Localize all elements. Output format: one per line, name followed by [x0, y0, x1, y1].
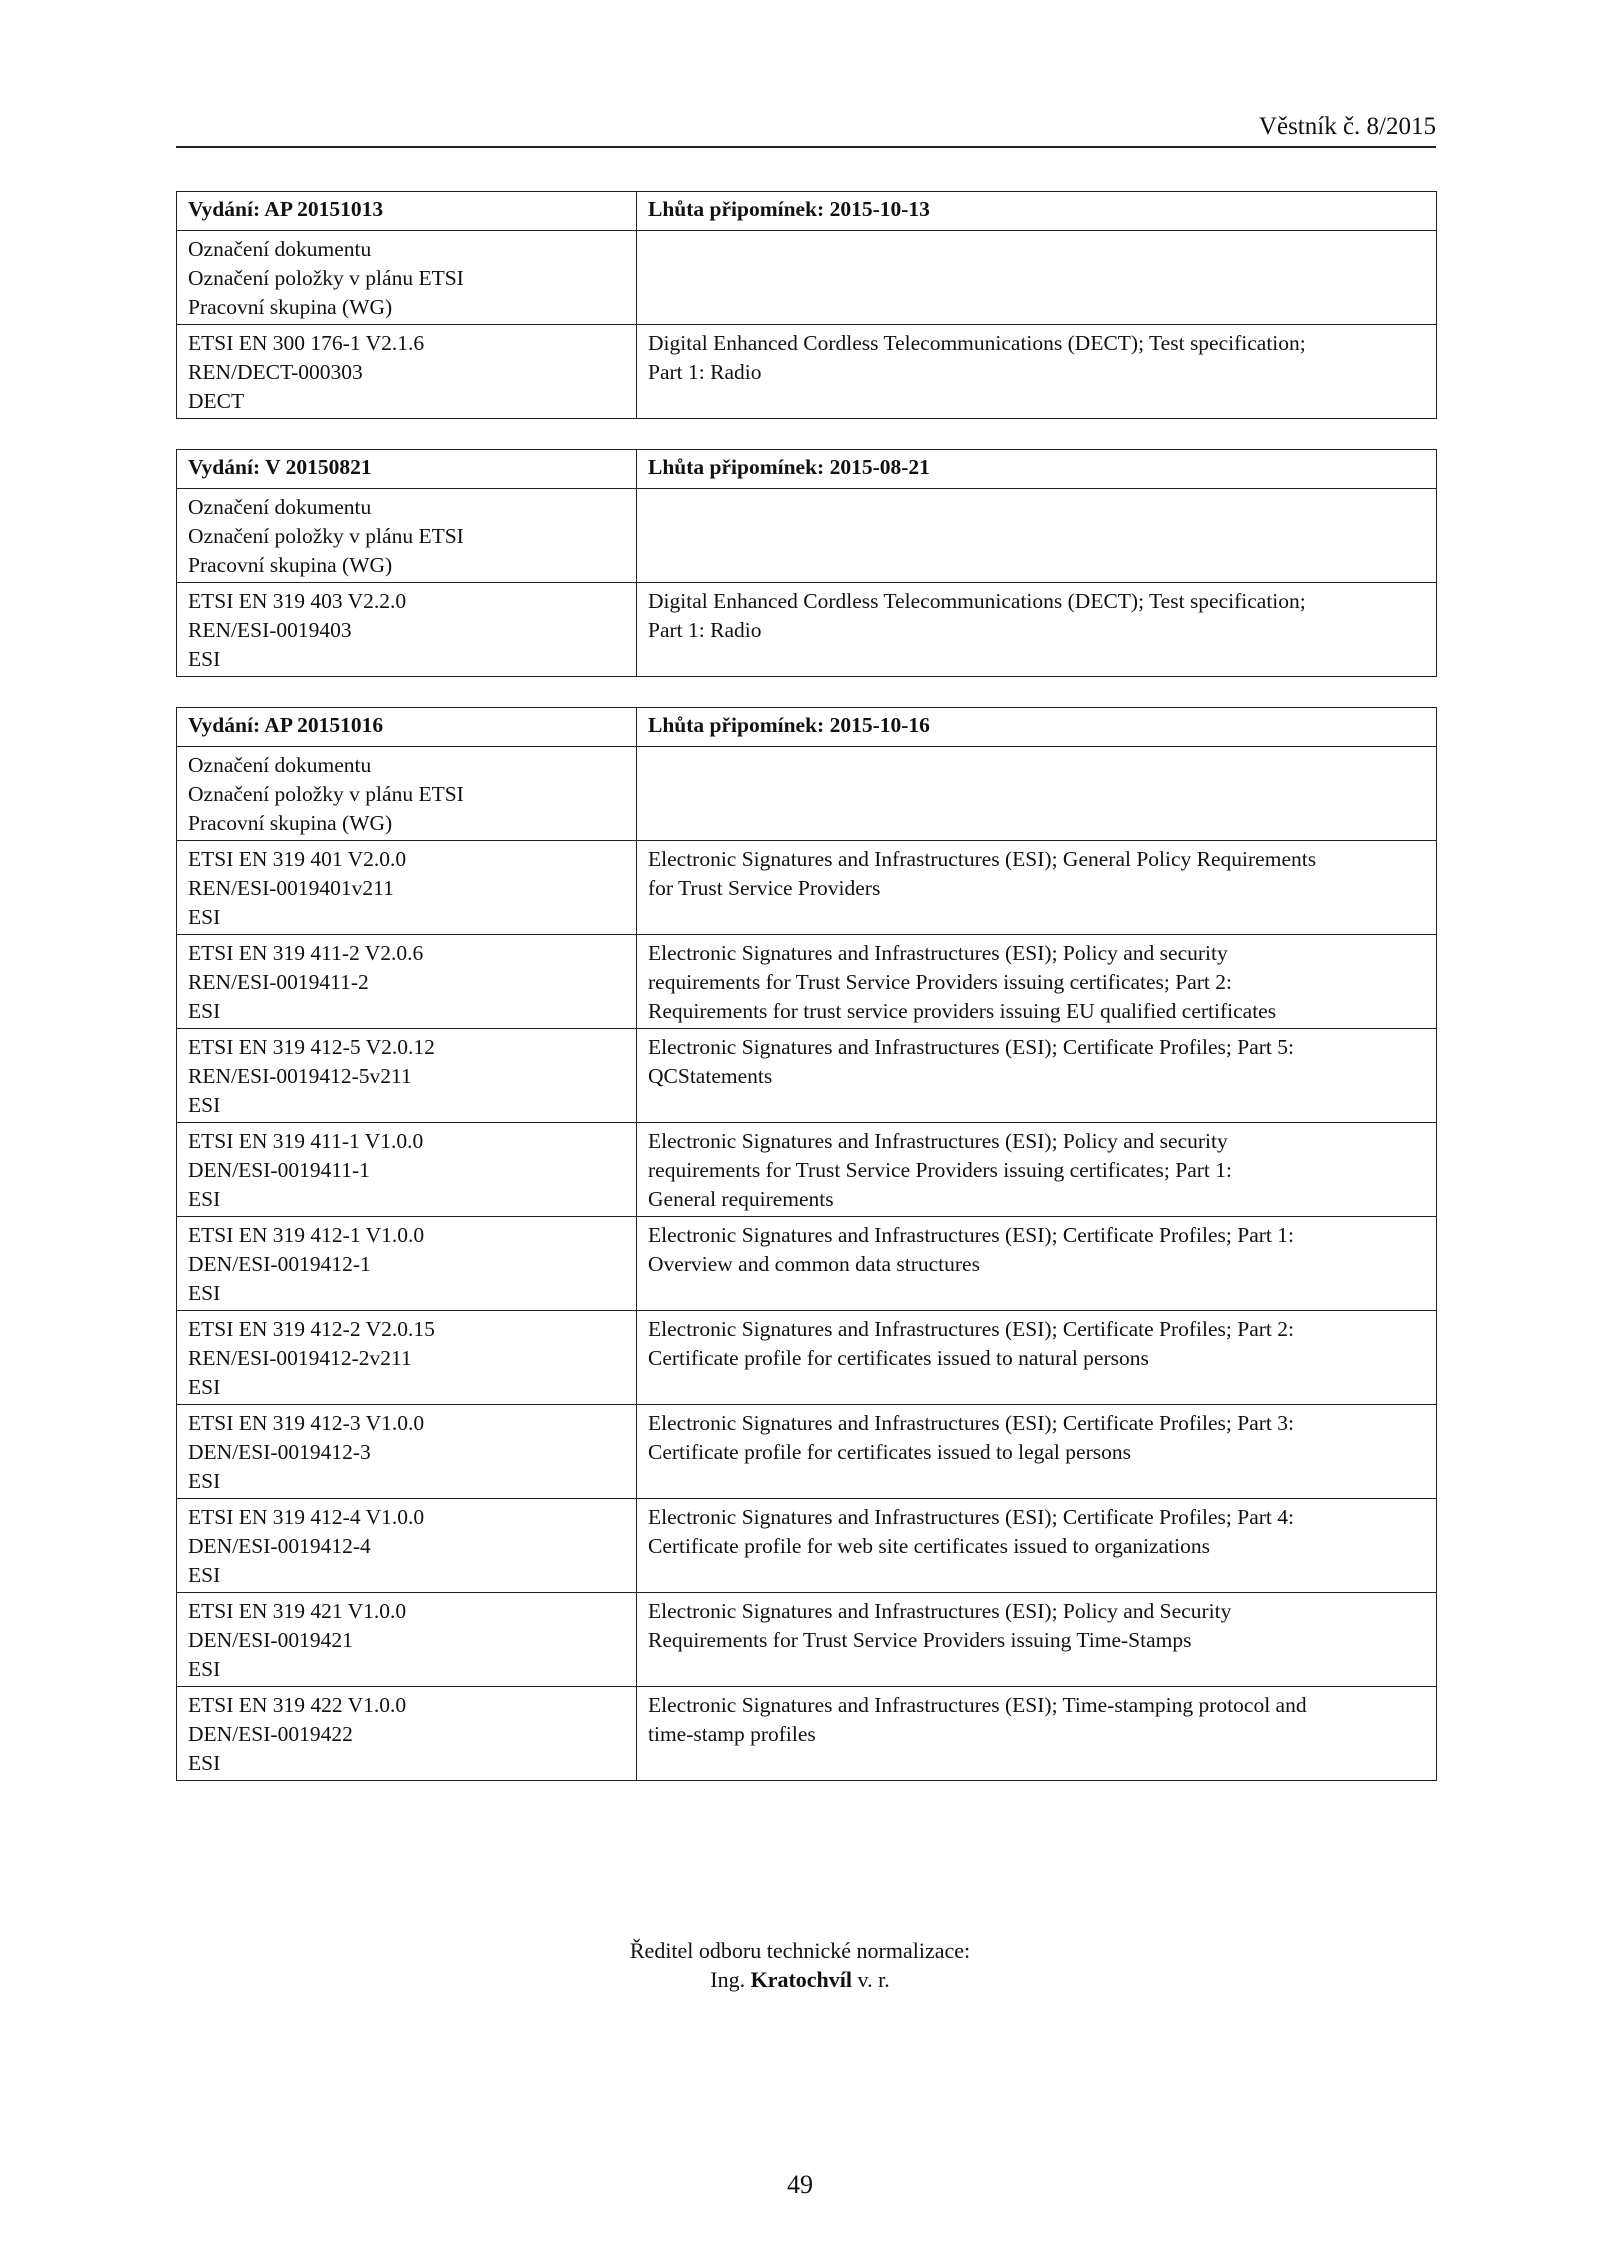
document-title — [637, 1687, 1437, 1781]
document-id-line: REN/ESI-0019412-5v211 — [188, 1064, 412, 1088]
document-id-line: ETSI EN 319 411-2 V2.0.6 — [188, 941, 424, 965]
document-title-line: Electronic Signatures and Infrastructures (ESI); Certificate Profiles; Part 1: — [648, 1223, 1294, 1247]
table-row — [177, 1311, 1437, 1405]
document-title — [637, 583, 1437, 677]
table-header-row — [177, 450, 1437, 489]
table-row — [177, 1593, 1437, 1687]
document-id-line: ESI — [188, 999, 221, 1023]
document-id-line: REN/ESI-0019401v211 — [188, 876, 394, 900]
document-id-line: DEN/ESI-0019412-1 — [188, 1252, 371, 1276]
table-row — [177, 935, 1437, 1029]
document-id-line: ETSI EN 300 176-1 V2.1.6 — [188, 331, 425, 355]
table-labels-row — [177, 231, 1437, 325]
document-ids — [177, 1687, 637, 1781]
document-title — [637, 935, 1437, 1029]
page-header — [176, 112, 1436, 148]
document-title-line: Electronic Signatures and Infrastructures (ESI); Certificate Profiles; Part 5: — [648, 1035, 1294, 1059]
issue-table — [176, 707, 1437, 1781]
field-labels — [177, 231, 637, 325]
document-id-line: REN/ESI-0019411-2 — [188, 970, 369, 994]
table-labels-row — [177, 489, 1437, 583]
document-title — [637, 1311, 1437, 1405]
signature-name-line — [0, 1965, 1600, 1994]
document-title — [637, 325, 1437, 419]
document-title — [637, 1029, 1437, 1123]
field-label: Označení položky v plánu ETSI — [188, 266, 464, 290]
field-label: Označení dokumentu — [188, 495, 372, 519]
document-title — [637, 1217, 1437, 1311]
issue-number: Vydání: V 20150821 — [177, 450, 637, 489]
field-label: Označení dokumentu — [188, 753, 372, 777]
document-title-line: Electronic Signatures and Infrastructures (ESI); Certificate Profiles; Part 3: — [648, 1411, 1294, 1435]
document-title-line: General requirements — [648, 1187, 834, 1211]
comment-deadline: Lhůta připomínek: 2015-08-21 — [637, 450, 1437, 489]
table-row — [177, 1405, 1437, 1499]
document-id-line: ETSI EN 319 412-2 V2.0.15 — [188, 1317, 435, 1341]
document-ids — [177, 583, 637, 677]
table-row — [177, 583, 1437, 677]
document-title-line: Requirements for Trust Service Providers issuing Time-Stamps — [648, 1628, 1192, 1652]
document-id-line: DECT — [188, 389, 245, 413]
field-labels — [177, 489, 637, 583]
document-ids — [177, 841, 637, 935]
empty-cell — [637, 747, 1437, 841]
document-id-line: ETSI EN 319 412-4 V1.0.0 — [188, 1505, 425, 1529]
document-title-line: requirements for Trust Service Providers issuing certificates; Part 1: — [648, 1158, 1232, 1182]
document-id-line: ETSI EN 319 421 V1.0.0 — [188, 1599, 407, 1623]
document-id-line: ESI — [188, 1751, 221, 1775]
document-id-line: ESI — [188, 905, 221, 929]
table-header-row — [177, 708, 1437, 747]
table-row — [177, 1123, 1437, 1217]
document-title — [637, 1499, 1437, 1593]
table-row — [177, 841, 1437, 935]
document-title-line: Electronic Signatures and Infrastructures (ESI); Certificate Profiles; Part 2: — [648, 1317, 1294, 1341]
document-id-line: REN/ESI-0019412-2v211 — [188, 1346, 412, 1370]
field-label: Označení položky v plánu ETSI — [188, 524, 464, 548]
bulletin-title: Věstník č. 8/2015 — [1258, 113, 1436, 140]
document-title — [637, 1405, 1437, 1499]
table-header-row — [177, 192, 1437, 231]
table-row — [177, 325, 1437, 419]
document-id-line: ETSI EN 319 411-1 V1.0.0 — [188, 1129, 424, 1153]
document-id-line: ETSI EN 319 412-5 V2.0.12 — [188, 1035, 435, 1059]
table-labels-row — [177, 747, 1437, 841]
document-id-line: DEN/ESI-0019411-1 — [188, 1158, 370, 1182]
issue-table — [176, 449, 1437, 677]
field-label: Označení dokumentu — [188, 237, 372, 261]
document-title-line: Electronic Signatures and Infrastructures (ESI); Time-stamping protocol and — [648, 1693, 1307, 1717]
document-id-line: ESI — [188, 1469, 221, 1493]
issue-table — [176, 191, 1437, 419]
document-id-line: ESI — [188, 1093, 221, 1117]
table-row — [177, 1499, 1437, 1593]
document-title-line: for Trust Service Providers — [648, 876, 881, 900]
document-ids — [177, 1499, 637, 1593]
document-title — [637, 1123, 1437, 1217]
issue-blocks — [176, 191, 1437, 1811]
document-title-line: Part 1: Radio — [648, 618, 762, 642]
document-id-line: REN/ESI-0019403 — [188, 618, 352, 642]
document-id-line: ETSI EN 319 412-1 V1.0.0 — [188, 1223, 425, 1247]
issue-number: Vydání: AP 20151016 — [177, 708, 637, 747]
document-title-line: Certificate profile for web site certificates issued to organizations — [648, 1534, 1210, 1558]
document-ids — [177, 935, 637, 1029]
empty-cell — [637, 489, 1437, 583]
page-number: 49 — [787, 2170, 813, 2199]
document-title-line: Certificate profile for certificates issued to natural persons — [648, 1346, 1149, 1370]
signature-title: Ing. — [710, 1967, 746, 1992]
document-id-line: ESI — [188, 1187, 221, 1211]
document-id-line: ESI — [188, 647, 221, 671]
document-id-line: ESI — [188, 1281, 221, 1305]
document-title-line: Electronic Signatures and Infrastructures (ESI); Certificate Profiles; Part 4: — [648, 1505, 1294, 1529]
comment-deadline: Lhůta připomínek: 2015-10-16 — [637, 708, 1437, 747]
signature-role: Ředitel odboru technické normalizace: — [629, 1938, 971, 1963]
signature-block — [0, 1936, 1600, 1994]
document-title-line: Electronic Signatures and Infrastructures (ESI); Policy and Security — [648, 1599, 1232, 1623]
issue-number: Vydání: AP 20151013 — [177, 192, 637, 231]
document-title-line: Part 1: Radio — [648, 360, 762, 384]
document-id-line: ETSI EN 319 412-3 V1.0.0 — [188, 1411, 425, 1435]
document-ids — [177, 1405, 637, 1499]
document-title-line: Certificate profile for certificates issued to legal persons — [648, 1440, 1131, 1464]
document-title-line: Electronic Signatures and Infrastructures (ESI); Policy and security — [648, 941, 1228, 965]
signature-suffix: v. r. — [857, 1967, 890, 1992]
document-id-line: DEN/ESI-0019412-3 — [188, 1440, 371, 1464]
document-id-line: ETSI EN 319 403 V2.2.0 — [188, 589, 407, 613]
document-ids — [177, 1311, 637, 1405]
field-labels — [177, 747, 637, 841]
document-id-line: ESI — [188, 1563, 221, 1587]
document-id-line: DEN/ESI-0019422 — [188, 1722, 353, 1746]
field-label: Pracovní skupina (WG) — [188, 811, 393, 835]
table-row — [177, 1217, 1437, 1311]
comment-deadline: Lhůta připomínek: 2015-10-13 — [637, 192, 1437, 231]
document-title-line: Overview and common data structures — [648, 1252, 980, 1276]
document-title-line: Digital Enhanced Cordless Telecommunications (DECT); Test specification; — [648, 331, 1306, 355]
document-title — [637, 841, 1437, 935]
document-id-line: ETSI EN 319 401 V2.0.0 — [188, 847, 407, 871]
field-label: Pracovní skupina (WG) — [188, 553, 393, 577]
table-row — [177, 1029, 1437, 1123]
document-ids — [177, 1217, 637, 1311]
document-title-line: Requirements for trust service providers issuing EU qualified certificates — [648, 999, 1277, 1023]
document-title-line: QCStatements — [648, 1064, 773, 1088]
table-row — [177, 1687, 1437, 1781]
field-label: Pracovní skupina (WG) — [188, 295, 393, 319]
document-title-line: Digital Enhanced Cordless Telecommunications (DECT); Test specification; — [648, 589, 1306, 613]
signature-name: Kratochvíl — [750, 1967, 853, 1992]
document-id-line: ETSI EN 319 422 V1.0.0 — [188, 1693, 407, 1717]
document-id-line: DEN/ESI-0019421 — [188, 1628, 353, 1652]
document-ids — [177, 325, 637, 419]
document-ids — [177, 1029, 637, 1123]
document-title-line: time-stamp profiles — [648, 1722, 816, 1746]
document-title-line: Electronic Signatures and Infrastructures (ESI); Policy and security — [648, 1129, 1228, 1153]
document-id-line: REN/DECT-000303 — [188, 360, 363, 384]
document-ids — [177, 1593, 637, 1687]
document-title-line: Electronic Signatures and Infrastructures (ESI); General Policy Requirements — [648, 847, 1317, 871]
document-id-line: ESI — [188, 1375, 221, 1399]
document-title — [637, 1593, 1437, 1687]
document-ids — [177, 1123, 637, 1217]
empty-cell — [637, 231, 1437, 325]
document-id-line: ESI — [188, 1657, 221, 1681]
document-id-line: DEN/ESI-0019412-4 — [188, 1534, 371, 1558]
document-title-line: requirements for Trust Service Providers issuing certificates; Part 2: — [648, 970, 1232, 994]
field-label: Označení položky v plánu ETSI — [188, 782, 464, 806]
